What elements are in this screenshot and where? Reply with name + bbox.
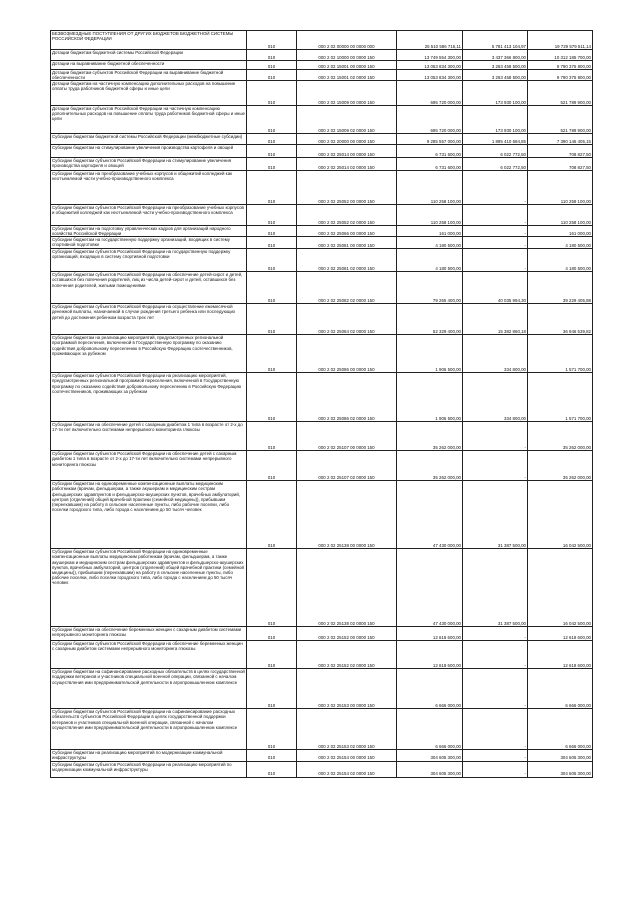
row-description: Субсидии бюджетам субъектов Российской Федерации на стимулирование увеличения производства картофеля и овощей xyxy=(51,158,247,171)
row-admin-code: 010 xyxy=(247,422,297,451)
row-description: Субсидии бюджетам субъектов Российской Федерации на государственную поддержку организаций, входящих в систему спортивной подготовки xyxy=(51,249,247,272)
row-admin-code: 010 xyxy=(247,481,297,549)
row-description: Субсидии бюджетам бюджетной системы Российской Федерации (межбюджетные субсидии) xyxy=(51,134,247,145)
row-admin-code: 010 xyxy=(247,249,297,272)
row-description: Дотации бюджетам субъектов Российской Федерации на частичную компенсацию дополнительных расходов на повышение оплаты труда работников бюджетной сферы и иные цели xyxy=(51,106,247,134)
row-admin-code: 010 xyxy=(247,171,297,205)
row-unexecuted-amount: 1 571 700,00 xyxy=(528,335,593,373)
row-approved-amount: 12 618 600,00 xyxy=(397,627,463,641)
row-description: Субсидии бюджетам субъектов Российской Федерации на реализацию мероприятий по модернизации коммунальной инфраструктуры xyxy=(51,761,247,777)
row-approved-amount: 35 262 000,00 xyxy=(397,451,463,481)
row-admin-code: 010 xyxy=(247,335,297,373)
row-executed-amount: - xyxy=(463,422,528,451)
row-description: Субсидии бюджетам субъектов Российской Федерации на реализацию мероприятий, предусмотренных региональной программой переселения, включенной в Государственную программу по оказанию содействия добровольному переселению в Российскую Федерацию соотечественников, проживающих за рубежом xyxy=(51,373,247,422)
row-budget-classification-code: 000 2 02 15009 00 0000 150 xyxy=(297,81,397,106)
row-budget-classification-code: 000 2 02 25154 00 0000 150 xyxy=(297,750,397,761)
row-executed-amount: - xyxy=(463,761,528,777)
row-budget-classification-code: 000 2 02 25052 00 0000 150 xyxy=(297,171,397,205)
row-unexecuted-amount: 521 789 900,00 xyxy=(528,106,593,134)
row-admin-code: 010 xyxy=(247,145,297,158)
table-row xyxy=(51,304,593,335)
row-budget-classification-code: 000 2 02 25052 02 0000 150 xyxy=(297,205,397,226)
row-approved-amount: 13 053 834 300,00 xyxy=(397,61,463,70)
row-description: Субсидии бюджетам субъектов Российской Федерации на обеспечение детей-сирот и детей, оставшихся без попечения родителей, лиц из числа детей-сирот и детей, оставшихся без попечения родителей, жилыми помещениями xyxy=(51,272,247,304)
row-unexecuted-amount: 36 946 539,82 xyxy=(528,304,593,335)
row-executed-amount: 6 022 772,50 xyxy=(463,158,528,171)
row-approved-amount: 110 258 100,00 xyxy=(397,171,463,205)
row-admin-code: 010 xyxy=(247,709,297,750)
income-table xyxy=(50,30,593,778)
row-approved-amount: 12 618 600,00 xyxy=(397,641,463,669)
row-unexecuted-amount: 1 571 700,00 xyxy=(528,373,593,422)
row-budget-classification-code: 000 2 02 25086 00 0000 150 xyxy=(297,335,397,373)
row-unexecuted-amount: 708 827,50 xyxy=(528,158,593,171)
row-description: Субсидии бюджетам на реализацию мероприятий, предусмотренных региональной программой переселения, включенной в Государственную программу по оказанию содействия добровольному переселению в Российскую Федерацию соотечественников, проживающих за рубежом xyxy=(51,335,247,373)
row-unexecuted-amount: 161 000,00 xyxy=(528,226,593,237)
table-row xyxy=(51,237,593,249)
row-budget-classification-code: 000 2 02 00000 00 0000 000 xyxy=(297,31,397,50)
row-unexecuted-amount: 9 790 375 800,00 xyxy=(528,70,593,81)
row-approved-amount: 6 666 000,00 xyxy=(397,709,463,750)
row-budget-classification-code: 000 2 02 10000 00 0000 150 xyxy=(297,50,397,61)
row-admin-code: 010 xyxy=(247,61,297,70)
row-unexecuted-amount: 39 229 405,88 xyxy=(528,272,593,304)
income-table-body xyxy=(51,31,593,778)
row-description: Субсидии бюджетам субъектов Российской Федерации на софинансирование расходных обязательств субъектов Российской Федерации в целях государственной поддержки ветеранов и участников специальной военной операции, связанной с началом осуществления ими предпринимательской деятельности в агропромышленном комплексе xyxy=(51,709,247,750)
row-admin-code: 010 xyxy=(247,70,297,81)
row-unexecuted-amount: 12 618 600,00 xyxy=(528,627,593,641)
table-row xyxy=(51,481,593,549)
row-executed-amount: - xyxy=(463,226,528,237)
row-admin-code: 010 xyxy=(247,373,297,422)
row-admin-code: 010 xyxy=(247,226,297,237)
row-executed-amount: 3 437 366 800,00 xyxy=(463,50,528,61)
row-budget-classification-code: 000 2 02 25081 02 0000 150 xyxy=(297,249,397,272)
row-budget-classification-code: 000 2 02 25084 02 0000 150 xyxy=(297,304,397,335)
row-unexecuted-amount: 35 262 000,00 xyxy=(528,422,593,451)
row-executed-amount: - xyxy=(463,451,528,481)
row-admin-code: 010 xyxy=(247,272,297,304)
row-executed-amount: 1 895 410 694,85 xyxy=(463,134,528,145)
table-row xyxy=(51,81,593,106)
row-description: Субсидии бюджетам на преобразование учебных корпусов и общежитий колледжей как неотъемлемой части учебно-производственного комплекса xyxy=(51,171,247,205)
table-row xyxy=(51,134,593,145)
row-unexecuted-amount: 708 827,50 xyxy=(528,145,593,158)
row-approved-amount: 35 262 000,00 xyxy=(397,422,463,451)
table-row xyxy=(51,61,593,70)
row-description: Субсидии бюджетам на единовременные компенсационные выплаты медицинским работникам (врачам, фельдшерам, а также акушеркам и медицинским сестрам фельдшерских здравпунктов и фельдшерско-акушерских пунктов, врачебных амбулаторий, центров (отделений) общей врачебной практики (семейной медицины)), прибывшим (переехавшим) на работу в сельские населенные пункты, либо рабочие поселки, либо поселки городского типа, либо города с населением до 50 тысяч человек xyxy=(51,481,247,549)
row-approved-amount: 4 180 500,00 xyxy=(397,249,463,272)
row-approved-amount: 52 329 400,00 xyxy=(397,304,463,335)
row-budget-classification-code: 000 2 02 25152 02 0000 150 xyxy=(297,641,397,669)
table-row xyxy=(51,70,593,81)
table-row xyxy=(51,272,593,304)
table-row xyxy=(51,761,593,777)
row-description: Субсидии бюджетам субъектов Российской Федерации на обеспечение беременных женщин с сахарным диабетом системами непрерывного мониторинга глюкозы xyxy=(51,641,247,669)
row-executed-amount: 15 382 860,18 xyxy=(463,304,528,335)
row-executed-amount: - xyxy=(463,171,528,205)
row-admin-code: 010 xyxy=(247,81,297,106)
row-executed-amount: 3 263 458 500,00 xyxy=(463,70,528,81)
row-approved-amount: 9 285 557 000,00 xyxy=(397,134,463,145)
row-admin-code: 010 xyxy=(247,158,297,171)
table-row xyxy=(51,750,593,761)
row-budget-classification-code: 000 2 02 25138 02 0000 150 xyxy=(297,549,397,627)
row-executed-amount: 5 781 413 104,97 xyxy=(463,31,528,50)
row-budget-classification-code: 000 2 02 25082 02 0000 150 xyxy=(297,272,397,304)
row-description: Субсидии бюджетам на подготовку управленческих кадров для организаций народного хозяйства Российской Федерации xyxy=(51,226,247,237)
table-row xyxy=(51,106,593,134)
row-unexecuted-amount: 16 042 500,00 xyxy=(528,481,593,549)
row-budget-classification-code: 000 2 02 25081 00 0000 150 xyxy=(297,237,397,249)
row-budget-classification-code: 000 2 02 15009 02 0000 150 xyxy=(297,106,397,134)
row-executed-amount: - xyxy=(463,669,528,709)
row-approved-amount: 695 720 000,00 xyxy=(397,81,463,106)
row-unexecuted-amount: 7 390 146 405,15 xyxy=(528,134,593,145)
row-unexecuted-amount: 304 605 300,00 xyxy=(528,761,593,777)
table-row xyxy=(51,549,593,627)
row-executed-amount: 173 930 100,00 xyxy=(463,81,528,106)
row-admin-code: 010 xyxy=(247,50,297,61)
row-unexecuted-amount: 10 312 185 700,00 xyxy=(528,50,593,61)
table-row xyxy=(51,50,593,61)
row-unexecuted-amount: 12 618 600,00 xyxy=(528,641,593,669)
row-approved-amount: 6 666 000,00 xyxy=(397,669,463,709)
row-executed-amount: - xyxy=(463,627,528,641)
row-approved-amount: 1 906 500,00 xyxy=(397,373,463,422)
row-budget-classification-code: 000 2 02 25107 00 0000 150 xyxy=(297,422,397,451)
row-description: Дотации бюджетам на частичную компенсацию дополнительных расходов на повышение оплаты труда работников бюджетной сферы и иные цели xyxy=(51,81,247,106)
row-executed-amount: - xyxy=(463,750,528,761)
table-row xyxy=(51,205,593,226)
row-unexecuted-amount: 110 258 100,00 xyxy=(528,205,593,226)
row-budget-classification-code: 000 2 02 15001 02 0000 150 xyxy=(297,70,397,81)
row-description: Субсидии бюджетам на реализацию мероприятий по модернизации коммунальной инфраструктуры xyxy=(51,750,247,761)
row-budget-classification-code: 000 2 02 25153 00 0000 150 xyxy=(297,669,397,709)
row-admin-code: 010 xyxy=(247,641,297,669)
table-row xyxy=(51,249,593,272)
row-description: Субсидии бюджетам на обеспечение беременных женщин с сахарным диабетом системами непрерывного мониторинга глюкозы xyxy=(51,627,247,641)
row-admin-code: 010 xyxy=(247,134,297,145)
row-admin-code: 010 xyxy=(247,750,297,761)
row-description: БЕЗВОЗМЕЗДНЫЕ ПОСТУПЛЕНИЯ ОТ ДРУГИХ БЮДЖЕТОВ БЮДЖЕТНОЙ СИСТЕМЫ РОССИЙСКОЙ ФЕДЕРАЦИИ xyxy=(51,31,247,50)
row-description: Дотации на выравнивание бюджетной обеспеченности xyxy=(51,61,247,70)
row-description: Субсидии бюджетам на софинансирование расходных обязательств в целях государственной поддержки ветеранов и участников специальной военной операции, связанной с началом осуществления ими предпринимательской деятельности в агропромышленном комплексе xyxy=(51,669,247,709)
row-description: Субсидии бюджетам субъектов Российской Федерации на обеспечение детей с сахарным диабетом 1 типа в возрасте от 2-х до 17-ти лет включительно системами непрерывного мониторинга глюкозы xyxy=(51,451,247,481)
table-row xyxy=(51,171,593,205)
row-executed-amount: 31 387 500,00 xyxy=(463,481,528,549)
row-unexecuted-amount: 304 605 300,00 xyxy=(528,750,593,761)
row-budget-classification-code: 000 2 02 25014 02 0000 150 xyxy=(297,158,397,171)
table-row xyxy=(51,641,593,669)
table-row xyxy=(51,31,593,50)
row-unexecuted-amount: 521 789 900,00 xyxy=(528,81,593,106)
row-executed-amount: - xyxy=(463,641,528,669)
row-executed-amount: 173 930 100,00 xyxy=(463,106,528,134)
income-table-sheet xyxy=(50,30,592,778)
row-approved-amount: 304 605 300,00 xyxy=(397,750,463,761)
row-approved-amount: 1 906 500,00 xyxy=(397,335,463,373)
row-budget-classification-code: 000 2 02 20000 00 0000 150 xyxy=(297,134,397,145)
row-approved-amount: 110 258 100,00 xyxy=(397,205,463,226)
row-description: Дотации бюджетам бюджетной системы Российской Федерации xyxy=(51,50,247,61)
row-executed-amount: 334 800,00 xyxy=(463,335,528,373)
row-approved-amount: 695 720 000,00 xyxy=(397,106,463,134)
row-executed-amount: - xyxy=(463,709,528,750)
row-executed-amount: 31 387 500,00 xyxy=(463,549,528,627)
row-budget-classification-code: 000 2 02 25152 00 0000 150 xyxy=(297,627,397,641)
table-row xyxy=(51,226,593,237)
row-description: Субсидии бюджетам субъектов Российской Федерации на преобразование учебных корпусов и общежитий колледжей как неотъемлемой части учебно-производственного комплекса xyxy=(51,205,247,226)
row-approved-amount: 13 749 554 300,00 xyxy=(397,50,463,61)
row-admin-code: 010 xyxy=(247,31,297,50)
row-budget-classification-code: 000 2 02 25014 00 0000 150 xyxy=(297,145,397,158)
row-approved-amount: 6 731 600,00 xyxy=(397,145,463,158)
row-budget-classification-code: 000 2 02 25138 00 0000 150 xyxy=(297,481,397,549)
row-unexecuted-amount: 4 180 500,00 xyxy=(528,237,593,249)
row-approved-amount: 47 430 000,00 xyxy=(397,481,463,549)
table-row xyxy=(51,627,593,641)
row-admin-code: 010 xyxy=(247,304,297,335)
row-budget-classification-code: 000 2 02 25153 02 0000 150 xyxy=(297,709,397,750)
row-unexecuted-amount: 6 666 000,00 xyxy=(528,669,593,709)
row-approved-amount: 25 510 586 716,11 xyxy=(397,31,463,50)
row-unexecuted-amount: 9 790 375 800,00 xyxy=(528,61,593,70)
row-unexecuted-amount: 19 729 579 511,14 xyxy=(528,31,593,50)
row-admin-code: 010 xyxy=(247,237,297,249)
table-row xyxy=(51,145,593,158)
row-executed-amount: - xyxy=(463,205,528,226)
table-row xyxy=(51,669,593,709)
row-description: Субсидии бюджетам на государственную поддержку организаций, входящих в систему спортивной подготовки xyxy=(51,237,247,249)
row-executed-amount: 6 022 772,50 xyxy=(463,145,528,158)
table-row xyxy=(51,335,593,373)
row-executed-amount: 334 800,00 xyxy=(463,373,528,422)
row-approved-amount: 47 430 000,00 xyxy=(397,549,463,627)
row-approved-amount: 13 053 834 300,00 xyxy=(397,70,463,81)
row-executed-amount: - xyxy=(463,249,528,272)
row-executed-amount: 3 263 458 500,00 xyxy=(463,61,528,70)
table-row xyxy=(51,451,593,481)
row-description: Субсидии бюджетам на стимулирование увеличения производства картофеля и овощей xyxy=(51,145,247,158)
row-budget-classification-code: 000 2 02 15001 00 0000 150 xyxy=(297,61,397,70)
row-admin-code: 010 xyxy=(247,669,297,709)
row-budget-classification-code: 000 2 02 25154 02 0000 150 xyxy=(297,761,397,777)
row-unexecuted-amount: 4 180 500,00 xyxy=(528,249,593,272)
row-description: Дотации бюджетам субъектов Российской Федерации на выравнивание бюджетной обеспеченности xyxy=(51,70,247,81)
table-row xyxy=(51,709,593,750)
row-approved-amount: 304 605 300,00 xyxy=(397,761,463,777)
row-executed-amount: 40 035 994,30 xyxy=(463,272,528,304)
table-row xyxy=(51,158,593,171)
row-admin-code: 010 xyxy=(247,761,297,777)
row-approved-amount: 79 265 400,00 xyxy=(397,272,463,304)
table-row xyxy=(51,373,593,422)
table-row xyxy=(51,422,593,451)
row-admin-code: 010 xyxy=(247,627,297,641)
row-admin-code: 010 xyxy=(247,106,297,134)
row-description: Субсидии бюджетам на обеспечение детей с сахарным диабетом 1 типа в возрасте от 2-х до 17-ти лет включительно системами непрерывного мониторинга глюкозы xyxy=(51,422,247,451)
row-approved-amount: 4 180 500,00 xyxy=(397,237,463,249)
row-unexecuted-amount: 16 042 500,00 xyxy=(528,549,593,627)
row-budget-classification-code: 000 2 02 25107 02 0000 150 xyxy=(297,451,397,481)
row-unexecuted-amount: 35 262 000,00 xyxy=(528,451,593,481)
row-admin-code: 010 xyxy=(247,549,297,627)
row-executed-amount: - xyxy=(463,237,528,249)
row-admin-code: 010 xyxy=(247,451,297,481)
row-description: Субсидии бюджетам субъектов Российской Федерации на единовременные компенсационные выплаты медицинским работникам (врачам, фельдшерам, а также акушеркам и медицинским сестрам фельдшерских здравпунктов и фельдшерско-акушерских пунктов, врачебных амбулаторий, центров (отделений) общей врачебной практики (семейной медицины)), прибывшим (переехавшим) на работу в сельские населенные пункты, либо рабочие поселки, либо поселки городского типа, либо города с населением до 50 тысяч человек xyxy=(51,549,247,627)
row-admin-code: 010 xyxy=(247,205,297,226)
row-approved-amount: 161 000,00 xyxy=(397,226,463,237)
row-description: Субсидии бюджетам субъектов Российской Федерации на осуществление ежемесячной денежной выплаты, назначаемой в случае рождения третьего ребенка или последующих детей до достижения ребенком возраста трех лет xyxy=(51,304,247,335)
row-budget-classification-code: 000 2 02 25066 00 0000 150 xyxy=(297,226,397,237)
row-unexecuted-amount: 110 258 100,00 xyxy=(528,171,593,205)
row-unexecuted-amount: 6 666 000,00 xyxy=(528,709,593,750)
row-approved-amount: 6 731 600,00 xyxy=(397,158,463,171)
row-budget-classification-code: 000 2 02 25086 02 0000 150 xyxy=(297,373,397,422)
